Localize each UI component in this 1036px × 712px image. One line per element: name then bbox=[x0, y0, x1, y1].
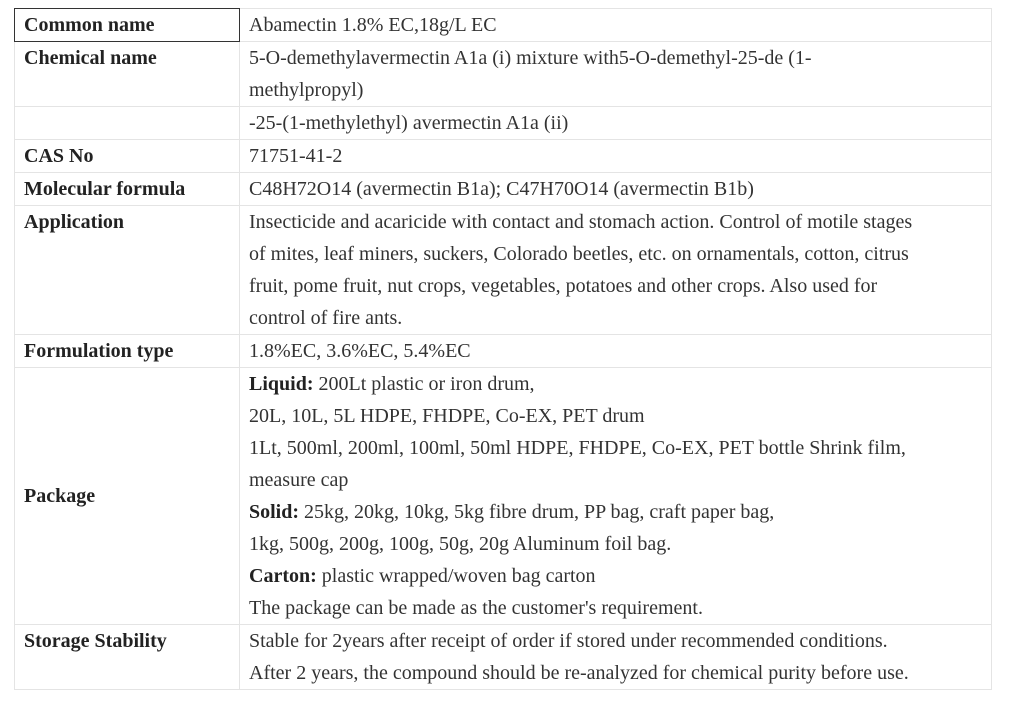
product-spec-table bbox=[14, 8, 992, 690]
molecular-formula-value: C48H72O14 (avermectin B1a); C47H70O14 (avermectin B1b) bbox=[240, 173, 992, 206]
table-row bbox=[15, 107, 992, 140]
common-name-value: Abamectin 1.8% EC,18g/L EC bbox=[240, 9, 992, 42]
table-row bbox=[15, 140, 992, 173]
package-value bbox=[240, 368, 992, 625]
chemical-name-line: 5-O-demethylavermectin A1a (i) mixture with5-O-demethyl-25-de (1- bbox=[249, 47, 812, 69]
table-row bbox=[15, 335, 992, 368]
formulation-type-value: 1.8%EC, 3.6%EC, 5.4%EC bbox=[240, 335, 992, 368]
storage-stability-label: Storage Stability bbox=[15, 625, 240, 690]
package-liquid-line bbox=[249, 368, 982, 400]
package-line: measure cap bbox=[249, 469, 349, 491]
package-line: 1Lt, 500ml, 200ml, 100ml, 50ml HDPE, FHDPE, Co-EX, PET bottle Shrink film, bbox=[249, 437, 906, 459]
cas-no-value: 71751-41-2 bbox=[240, 140, 992, 173]
chemical-name-line: methylpropyl) bbox=[249, 79, 364, 101]
cas-no-label: CAS No bbox=[15, 140, 240, 173]
solid-label: Solid: bbox=[249, 501, 300, 523]
solid-text: 25kg, 20kg, 10kg, 5kg fibre drum, PP bag, craft paper bag, bbox=[299, 501, 775, 523]
table-row bbox=[15, 173, 992, 206]
application-line: of mites, leaf miners, suckers, Colorado beetles, etc. on ornamentals, cotton, citrus bbox=[249, 243, 909, 265]
table-row bbox=[15, 368, 992, 625]
empty-label-cell bbox=[15, 107, 240, 140]
application-label: Application bbox=[15, 206, 240, 335]
formulation-type-label: Formulation type bbox=[15, 335, 240, 368]
storage-line: Stable for 2years after receipt of order if stored under recommended conditions. bbox=[249, 630, 888, 652]
chemical-name-continuation: -25-(1-methylethyl) avermectin A1a (ii) bbox=[240, 107, 992, 140]
package-line: 1kg, 500g, 200g, 100g, 50g, 20g Aluminum foil bag. bbox=[249, 533, 672, 555]
package-note: The package can be made as the customer's requirement. bbox=[249, 597, 703, 619]
application-line: fruit, pome fruit, nut crops, vegetables, potatoes and other crops. Also used for bbox=[249, 275, 878, 297]
package-carton-line bbox=[249, 560, 982, 592]
table-row bbox=[15, 9, 992, 42]
table-row bbox=[15, 42, 992, 107]
carton-text: plastic wrapped/woven bag carton bbox=[316, 565, 596, 587]
chemical-name-value bbox=[240, 42, 992, 107]
application-line: Insecticide and acaricide with contact and stomach action. Control of motile stages bbox=[249, 211, 913, 233]
molecular-formula-label: Molecular formula bbox=[15, 173, 240, 206]
storage-line: After 2 years, the compound should be re-analyzed for chemical purity before use. bbox=[249, 662, 909, 684]
table-row bbox=[15, 206, 992, 335]
storage-stability-value bbox=[240, 625, 992, 690]
package-label: Package bbox=[15, 368, 240, 625]
package-line: 20L, 10L, 5L HDPE, FHDPE, Co-EX, PET drum bbox=[249, 405, 645, 427]
common-name-label: Common name bbox=[15, 9, 240, 42]
chemical-name-label: Chemical name bbox=[15, 42, 240, 107]
table-row bbox=[15, 625, 992, 690]
liquid-text: 200Lt plastic or iron drum, bbox=[313, 373, 535, 395]
application-value bbox=[240, 206, 992, 335]
application-line: control of fire ants. bbox=[249, 307, 403, 329]
liquid-label: Liquid: bbox=[249, 373, 314, 395]
carton-label: Carton: bbox=[249, 565, 317, 587]
package-solid-line bbox=[249, 496, 982, 528]
